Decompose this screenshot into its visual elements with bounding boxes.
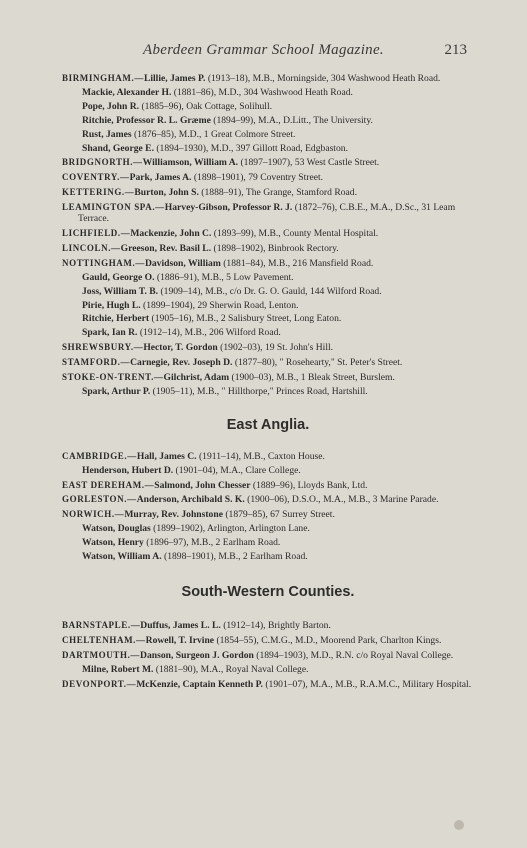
entry-details: (1888–91), The Grange, Stamford Road.: [198, 187, 357, 199]
entry-details: (1885–96), Oak Cottage, Solihull.: [139, 100, 273, 112]
person-name: Murray, Rev. Johnstone: [124, 509, 223, 521]
place-entry: [62, 157, 474, 169]
entry-details: (1899–1904), 29 Sherwin Road, Lenton.: [140, 299, 299, 311]
sub-entry: [62, 88, 474, 99]
sub-entry: [62, 144, 474, 155]
place-name: BARNSTAPLE.—: [62, 619, 141, 630]
person-name: Mackenzie, John C.: [130, 227, 212, 239]
place-name: NORWICH.—: [62, 509, 125, 520]
person-name: Williamson, William A.: [142, 157, 239, 169]
person-name: Anderson, Archibald S. K.: [136, 494, 245, 506]
place-entry: [62, 243, 474, 255]
entry-details: (1901–07), M.A., M.B., R.A.M.C., Military Hospital.: [262, 678, 472, 690]
entry-details: (1912–14), M.B., 206 Wilford Road.: [137, 327, 281, 339]
person-name: Watson, William A.: [82, 551, 162, 563]
person-name: Gilchrist, Adam: [163, 372, 230, 384]
running-header: [0, 42, 527, 62]
place-name: LICHFIELD.—: [62, 227, 131, 238]
place-name: BIRMINGHAM.—: [62, 73, 144, 83]
page-number: 213: [444, 42, 467, 58]
person-name: Danson, Surgeon J. Gordon: [140, 649, 254, 661]
place-entry: [62, 172, 474, 184]
person-name: Henderson, Hubert D.: [82, 464, 174, 476]
person-name: Greeson, Rev. Basil L.: [120, 242, 212, 254]
entry-details: (1898–1901), M.B., 2 Earlham Road.: [161, 551, 308, 563]
person-name: Duffus, James L. L.: [140, 619, 221, 631]
place-entry: [62, 451, 474, 463]
sub-entry: [62, 314, 474, 325]
sub-entry: [62, 552, 474, 563]
person-name: Lillie, James P.: [143, 73, 206, 84]
person-name: Burton, John S.: [134, 187, 199, 199]
sub-entry: [62, 524, 474, 535]
entry-details: (1902–03), 19 St. John's Hill.: [217, 342, 334, 354]
entry-details: (1900–06), D.S.O., M.A., M.B., 3 Marine Parade.: [244, 494, 439, 506]
place-entry: [62, 228, 474, 240]
place-entry: [62, 494, 474, 506]
person-name: Davidson, William: [144, 257, 221, 269]
entry-details: (1879–85), 67 Surrey Street.: [222, 509, 335, 521]
place-entry: [62, 258, 474, 270]
person-name: McKenzie, Captain Kenneth P.: [136, 678, 263, 690]
entry-details: (1899–1902), Arlington, Arlington Lane.: [150, 523, 310, 535]
entry-details: (1893–99), M.B., County Mental Hospital.: [211, 227, 379, 239]
entry-details: (1897–1907), 53 West Castle Street.: [238, 157, 380, 169]
person-name: Hall, James C.: [136, 450, 197, 462]
person-name: Park, James A.: [129, 172, 192, 184]
place-name: CAMBRIDGE.—: [62, 450, 137, 461]
person-name: Milne, Robert M.: [82, 663, 154, 675]
sub-entry: [62, 387, 474, 398]
place-entry: [62, 202, 474, 225]
place-entry: [62, 679, 474, 691]
person-name: Joss, William T. B.: [82, 285, 159, 297]
entry-details: (1881–90), M.A., Royal Naval College.: [153, 663, 309, 675]
place-name: BRIDGNORTH.—: [62, 157, 143, 168]
person-name: Carnegie, Rev. Joseph D.: [130, 357, 233, 369]
person-name: Rust, James: [82, 128, 132, 140]
entry-details: (1913–18), M.B., Morningside, 304 Washwood Heath Road.: [205, 73, 441, 84]
place-entry: [62, 650, 474, 662]
place-name: CHELTENHAM.—: [62, 634, 146, 645]
sub-entry: [62, 273, 474, 284]
entry-details: (1894–1903), M.D., R.N. c/o Royal Naval College.: [253, 649, 454, 661]
entry-details: (1898–1902), Binbrook Rectory.: [211, 242, 339, 254]
person-name: Watson, Henry: [82, 537, 144, 549]
entry-details: (1898–1901), 79 Coventry Street.: [191, 172, 324, 184]
person-name: Harvey-Gibson, Professor R. J.: [164, 202, 293, 214]
sub-entry: [62, 116, 474, 127]
place-name: LEAMINGTON SPA.—: [62, 202, 165, 213]
place-entry: [62, 73, 474, 85]
entry-details: (1896–97), M.B., 2 Earlham Road.: [143, 537, 281, 549]
sub-entry: [62, 301, 474, 312]
place-name: GORLESTON.—: [62, 494, 137, 505]
entry-details: (1905–16), M.B., 2 Salisbury Street, Long Eaton.: [149, 313, 342, 325]
place-entry: [62, 357, 474, 369]
person-name: Rowell, T. Irvine: [145, 634, 215, 646]
person-name: Shand, George E.: [82, 142, 154, 154]
place-entry: [62, 480, 474, 492]
entry-details: (1854–55), C.M.G., M.D., Moorend Park, Charlton Kings.: [214, 634, 442, 646]
sub-entry: [62, 130, 474, 141]
place-entry: [62, 187, 474, 199]
person-name: Mackie, Alexander H.: [82, 86, 172, 98]
entry-details: (1912–14), Brightly Barton.: [220, 619, 331, 631]
sub-entry: [62, 466, 474, 477]
entry-details: (1894–99), M.A., D.Litt., The University.: [210, 114, 373, 126]
entry-details: (1881–86), M.D., 304 Washwood Heath Road.: [171, 86, 353, 98]
sub-entry: [62, 102, 474, 113]
paper-blemish: [454, 820, 464, 830]
person-name: Ritchie, Professor R. L. Græme: [82, 114, 211, 126]
person-name: Salmond, John Chesser: [154, 479, 251, 491]
person-name: Ritchie, Herbert: [82, 313, 150, 325]
section-heading: South-Western Counties.: [181, 584, 355, 600]
place-name: DARTMOUTH.—: [62, 649, 141, 660]
person-name: Pope, John R.: [82, 100, 140, 112]
person-name: Pirie, Hugh L.: [82, 299, 141, 311]
place-name: STOKE-ON-TRENT.—: [62, 372, 164, 383]
sub-entry: [62, 665, 474, 676]
entry-details: (1909–14), M.B., c/o Dr. G. O. Gauld, 144 Wilford Road.: [158, 285, 382, 297]
sub-entry: [62, 538, 474, 549]
place-entry: [62, 342, 474, 354]
place-name: SHREWSBURY.—: [62, 342, 144, 353]
sub-entry: [62, 287, 474, 298]
person-name: Hector, T. Gordon: [143, 342, 218, 354]
person-name: Spark, Arthur P.: [82, 385, 151, 397]
place-name: STAMFORD.—: [62, 357, 131, 368]
person-name: Watson, Douglas: [82, 523, 151, 535]
place-name: KETTERING.—: [62, 187, 135, 198]
journal-title: Aberdeen Grammar School Magazine.: [143, 42, 384, 58]
entry-details: (1901–04), M.A., Clare College.: [173, 464, 301, 476]
entry-details: (1872–76), C.B.E., M.A., D.Sc., 31 Leam Terrace.: [78, 202, 456, 225]
entry-details: (1877–80), " Rosehearty," St. Peter's Street.: [232, 357, 403, 369]
entry-details: (1900–03), M.B., 1 Bleak Street, Burslem.: [229, 372, 395, 384]
entry-details: (1894–1930), M.D., 397 Gillott Road, Edgbaston.: [153, 142, 348, 154]
entry-details: (1905–11), M.B., " Hillthorpe," Princes Road, Hartshill.: [150, 385, 368, 397]
place-entry: [62, 372, 474, 384]
entry-details: (1889–96), Lloyds Bank, Ltd.: [250, 479, 368, 491]
place-entry: [62, 620, 474, 632]
place-name: LINCOLN.—: [62, 242, 121, 253]
sub-entry: [62, 328, 474, 339]
person-name: Spark, Ian R.: [82, 327, 138, 339]
place-name: EAST DEREHAM.—: [62, 479, 155, 490]
place-name: DEVONPORT.—: [62, 678, 137, 689]
section-heading: East Anglia.: [226, 416, 310, 433]
place-entry: [62, 635, 474, 647]
place-name: COVENTRY.—: [62, 172, 130, 183]
place-name: NOTTINGHAM.—: [62, 257, 145, 268]
entry-details: (1876–85), M.D., 1 Great Colmore Street.: [131, 128, 296, 140]
entry-details: (1886–91), M.B., 5 Low Pavement.: [154, 271, 294, 283]
entry-details: (1911–14), M.B., Caxton House.: [196, 450, 325, 462]
person-name: Gauld, George O.: [82, 271, 155, 283]
entry-details: (1881–84), M.B., 216 Mansfield Road.: [220, 257, 374, 269]
directory-listing: [62, 73, 474, 693]
place-entry: [62, 509, 474, 521]
